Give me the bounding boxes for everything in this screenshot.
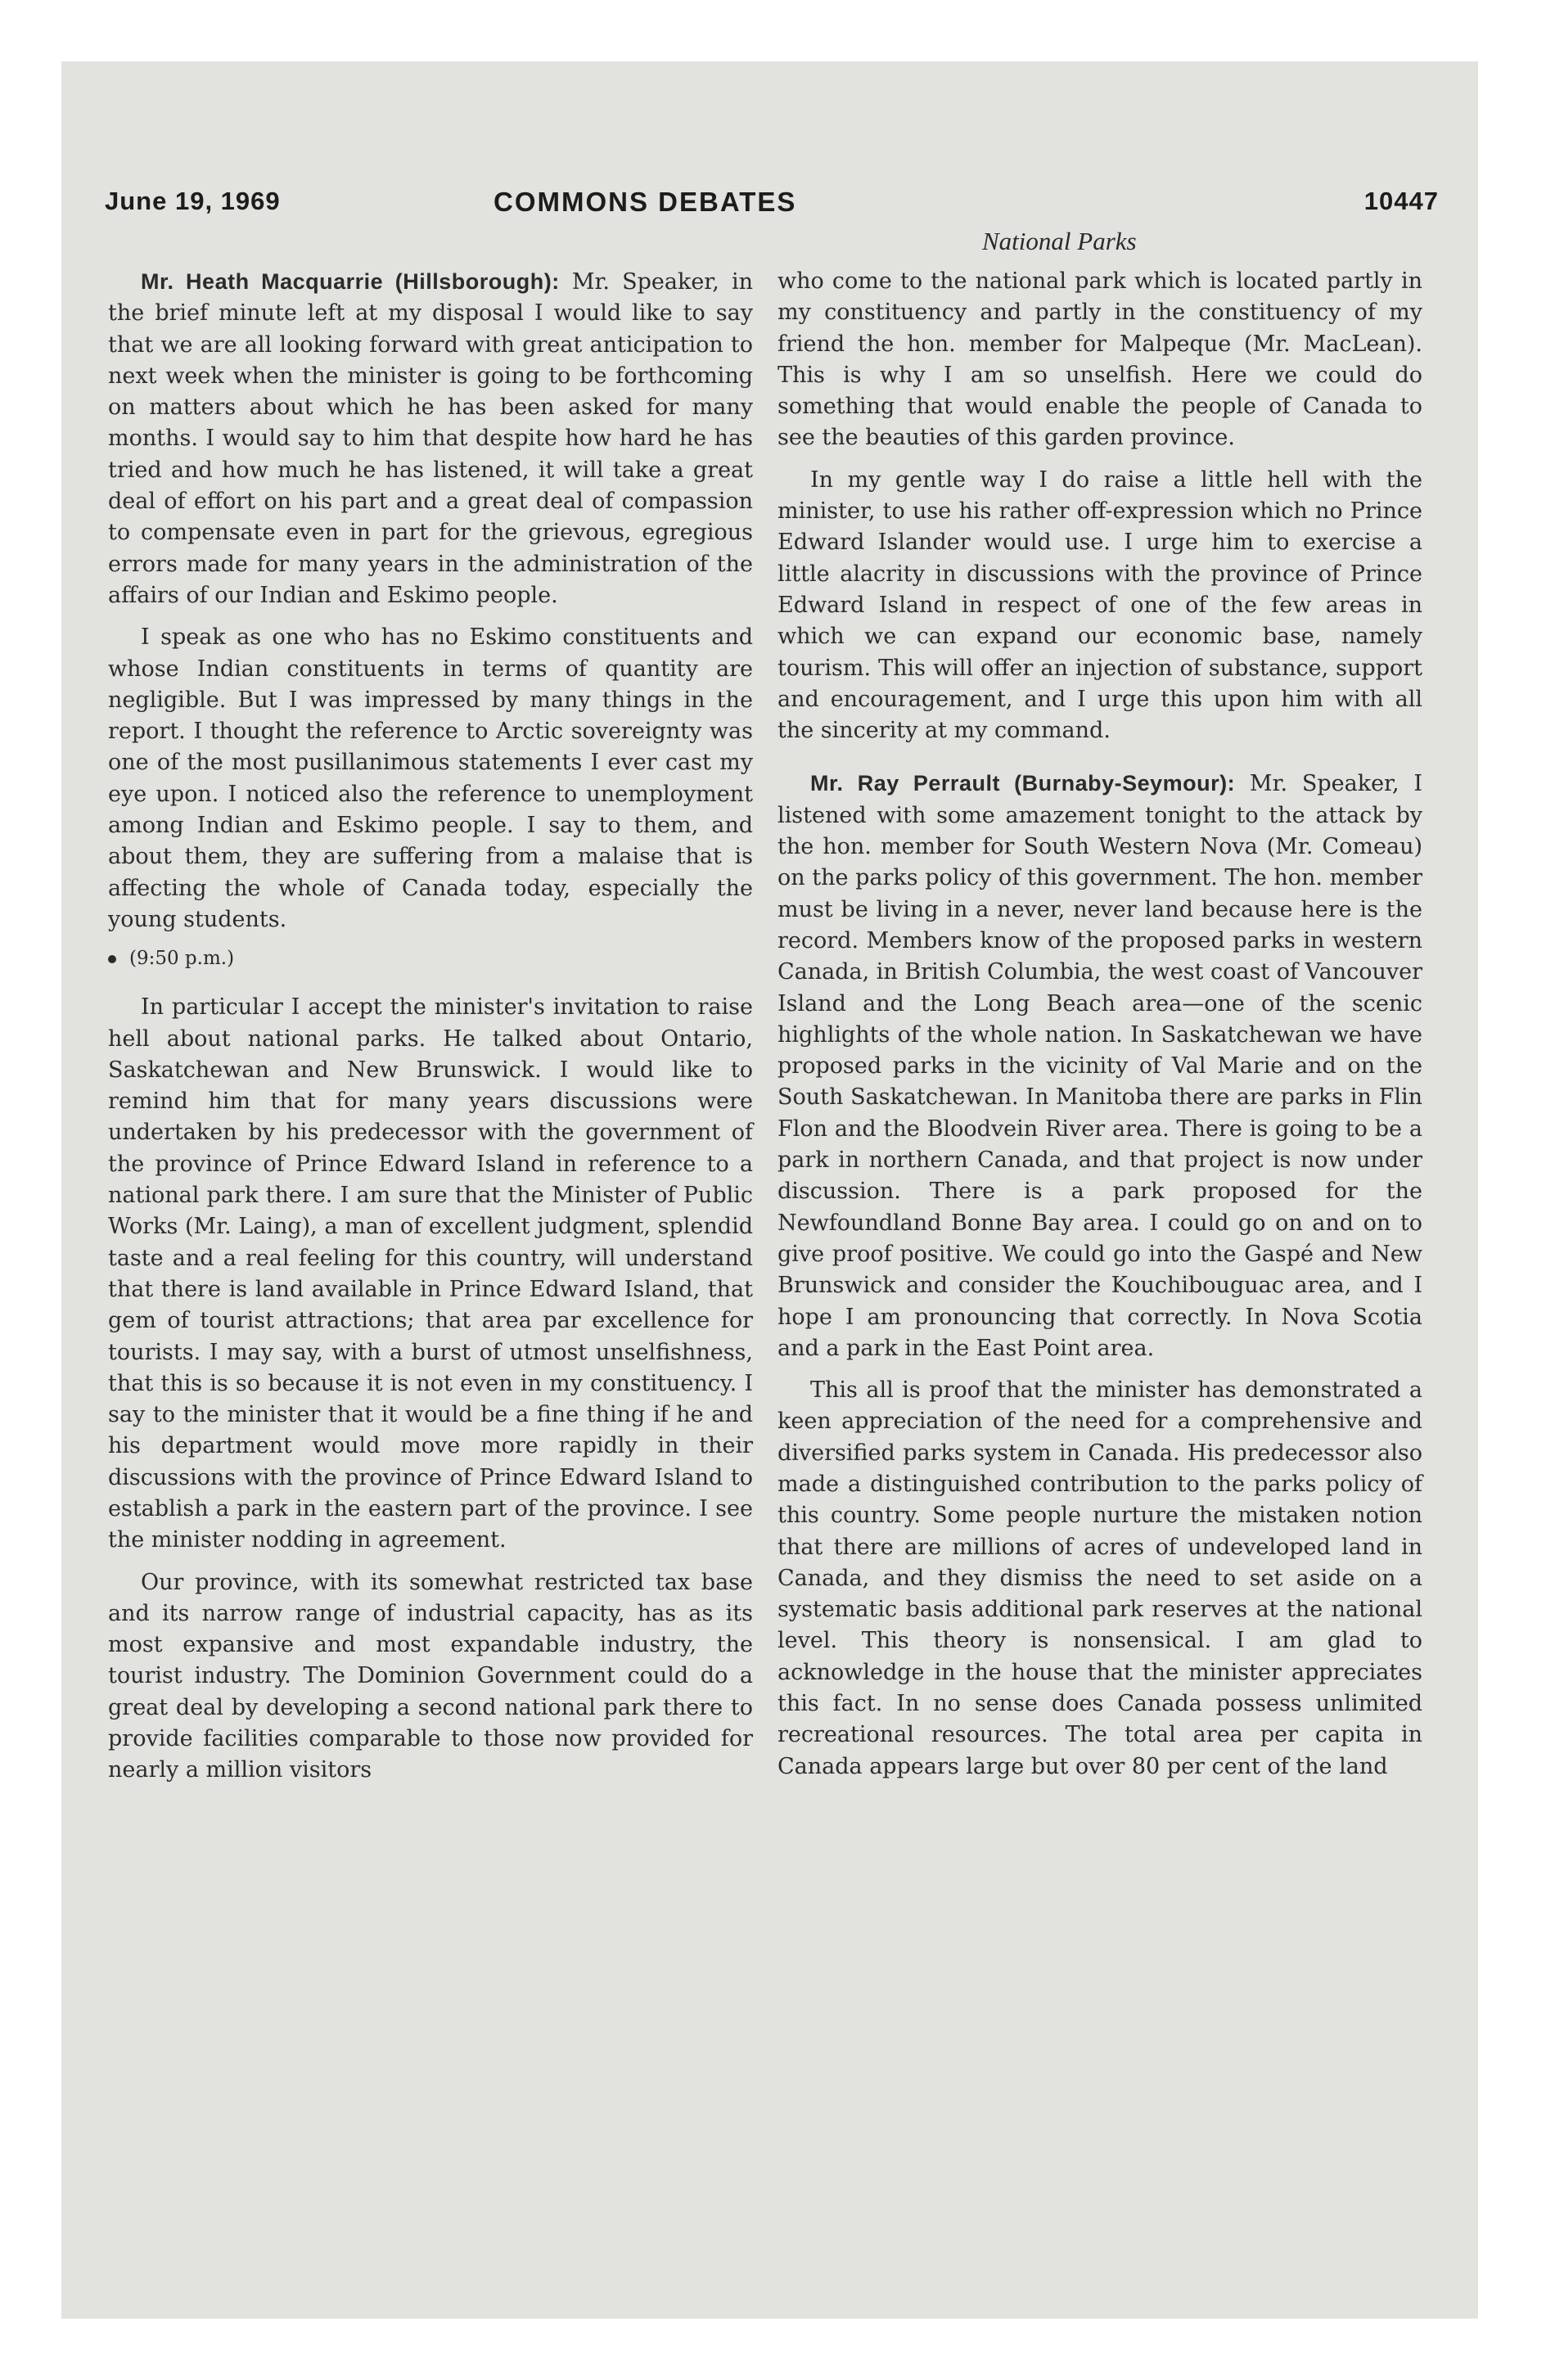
- paragraph: In my gentle way I do raise a little hell with the minister, to use his rather off-expression which no Prince Edward Islander would use. I urge him to exercise a little alacrity in discussions with the province of Prince Edward Island in respect of one of the few areas in which we can expand our economic base, namely tourism. This will offer an injection of substance, support and encouragement, and I urge this upon him with all the sincerity at my command.: [778, 467, 1422, 744]
- left-column: [108, 266, 753, 1797]
- paragraph: [778, 768, 1422, 1364]
- speaker-name: Mr. Heath Macquarrie (Hillsborough):: [141, 269, 560, 294]
- paragraph: [108, 266, 753, 611]
- paragraph: This all is proof that the minister has demonstrated a keen appreciation of the need for a comprehensive and diversified parks system in Canada. His predecessor also made a distinguished contribution to the parks policy of this country. Some people nurture the mistaken notion that there are millions of acres of undeveloped land in Canada, and they dismiss the need to set aside on a systematic basis additional park reserves at the national level. This theory is nonsensical. I am glad to acknowledge in the house that the minister appreciates this fact. In no sense does Canada possess unlimited recreational resources. The total area per capita in Canada appears large but over 80 per cent of the land: [778, 1377, 1422, 1779]
- paragraph-text: Mr. Speaker, I listened with some amazement tonight to the attack by the hon. member for South Western Nova (Mr. Comeau) on the parks policy of this government. The hon. member must be living in a never, never land because here is the record. Members know of the proposed parks in western Canada, in British Columbia, the west coast of Vancouver Island and the Long Beach area—one of the scenic highlights of the whole nation. In Saskatchewan we have proposed parks in the vicinity of Val Marie and on the South Saskatchewan. In Manitoba there are parks in Flin Flon and the Bloodvein River area. There is going to be a park in northern Canada, and that project is now under discussion. There is a park proposed for the Newfoundland Bonne Bay area. I could go on and on to give proof positive. We could go into the Gaspé and New Brunswick and consider the Kouchibouguac area, and I hope I am pronouncing that correctly. In Nova Scotia and a park in the East Point area.: [778, 771, 1422, 1361]
- timestamp-text: (9:50 p.m.): [129, 948, 235, 970]
- bullet-icon: [108, 955, 116, 963]
- paragraph: In particular I accept the minister's invitation to raise hell about national parks. He talked about Ontario, Saskatchewan and New Brunswick. I would like to remind him that for many years discussions were undertaken by his predecessor with the government of the province of Prince Edward Island in reference to a national park there. I am sure that the Minister of Public Works (Mr. Laing), a man of excellent judgment, splendid taste and a real feeling for this country, will understand that there is land available in Prince Edward Island, that gem of tourist attractions; that area par excellence for tourists. I may say, with a burst of utmost unselfishness, that this is so because it is not even in my constituency. I say to the minister that it would be a fine thing if he and his department would move more rapidly in their discussions with the province of Prince Edward Island to establish a park in the eastern part of the province. I see the minister nodding in agreement.: [108, 994, 753, 1553]
- section-label: National Parks: [982, 227, 1137, 255]
- header-title: COMMONS DEBATES: [494, 187, 797, 217]
- paragraph: who come to the national park which is located partly in my constituency and partly in the constituency of my friend the hon. member for Malpeque (Mr. MacLean). This is why I am so unselfish. Here we could do something that would enable the people of Canada to see the beauties of this garden province.: [778, 268, 1422, 451]
- paragraph: I speak as one who has no Eskimo constituents and whose Indian constituents in terms of quantity are negligible. But I was impressed by many things in the report. I thought the reference to Arctic sovereignty was one of the most pusillanimous statements I ever cast my eye upon. I noticed also the reference to unemployment among Indian and Eskimo people. I say to them, and about them, they are suffering from a malaise that is affecting the whole of Canada today, especially the young students.: [108, 624, 753, 932]
- header-page-number: 10447: [1363, 187, 1439, 215]
- paragraph: Our province, with its somewhat restricted tax base and its narrow range of industrial capacity, has as its most expansive and most expandable industry, the tourist industry. The Dominion Government could do a great deal by developing a second national park there to provide facilities comparable to those now provided for nearly a million visitors: [108, 1569, 753, 1783]
- timestamp: [108, 946, 753, 971]
- right-column: [778, 266, 1422, 1793]
- speaker-name: Mr. Ray Perrault (Burnaby-Seymour):: [810, 771, 1236, 796]
- header-date: June 19, 1969: [105, 187, 281, 215]
- page-header: [105, 187, 1439, 228]
- paragraph-text: Mr. Speaker, in the brief minute left at my disposal I would like to say that we are all looking forward with great anticipation to next week when the minister is going to be forthcoming on matters about which he has been asked for many months. I would say to him that despite how hard he has tried and how much he has listened, it will take a great deal of effort on his part and a great deal of compassion to compensate even in part for the grievous, egregious errors made for many years in the administration of the affairs of our Indian and Eskimo people.: [108, 269, 753, 608]
